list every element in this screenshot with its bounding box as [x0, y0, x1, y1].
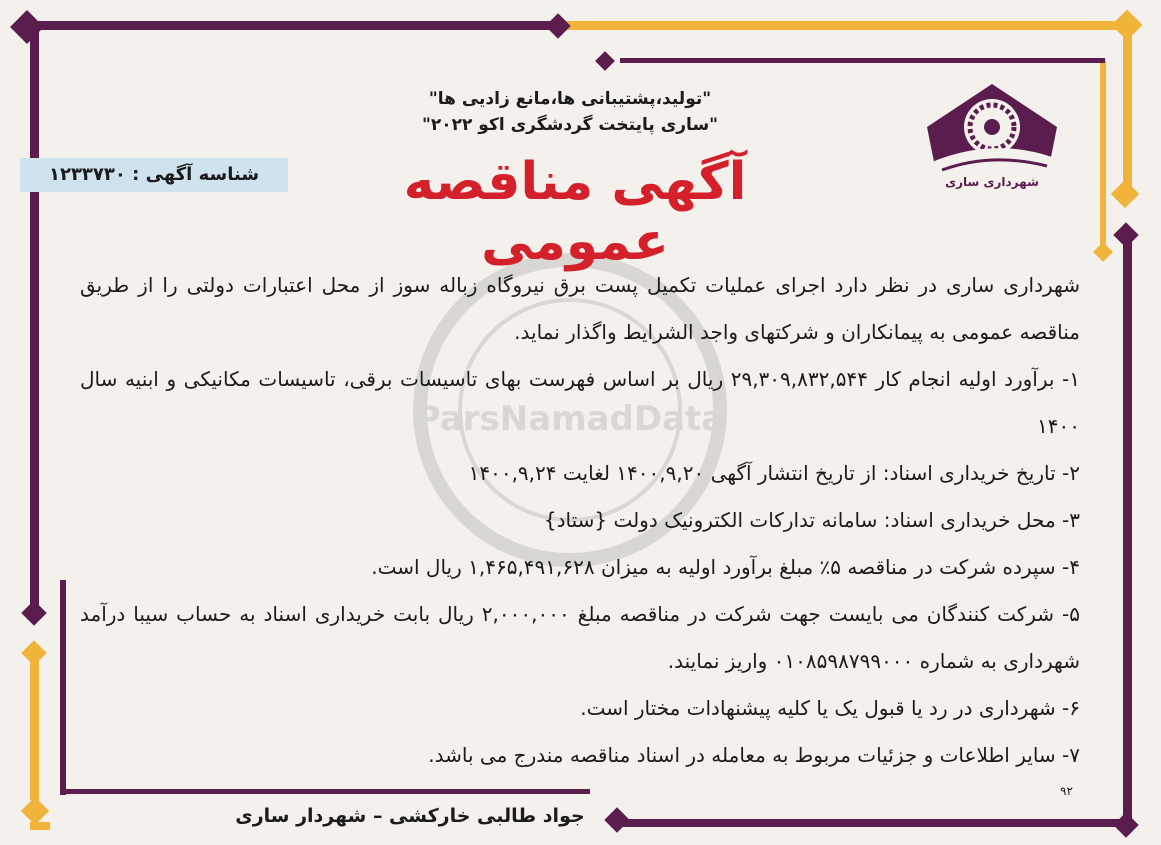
- tender-body: [80, 262, 1080, 779]
- slogan: [420, 86, 720, 138]
- clause-4: ۴- سپرده شرکت در مناقصه ۵٪ مبلغ برآورد اولیه به میزان ۱,۴۶۵,۴۹۱,۶۲۸ ریال است.: [371, 555, 1080, 579]
- intro-paragraph: شهرداری ساری در نظر دارد اجرای عملیات تکمیل پست برق نیروگاه زباله سوز از محل اعتبارات دولتی را از طریق مناقصه عمومی به پیمانکاران و شرکتهای واجد الشرایط واگذار نماید.: [80, 273, 1080, 344]
- slogan-line-1: "تولید،پشتیبانی ها،مانع زادیی ها": [428, 89, 712, 109]
- clause-5: ۵- شرکت کنندگان می بایست جهت شرکت در مناقصه مبلغ ۲,۰۰۰,۰۰۰ ریال بابت خریداری اسناد به حساب سیبا درآمد شهرداری به شماره ۰۱۰۸۵۹۸۷۹۹۰۰۰ واریز نمایند.: [80, 602, 1080, 673]
- clause-3: ۳- محل خریداری اسناد: سامانه تدارکات الکترونیک دولت {ستاد}: [543, 508, 1080, 532]
- clause-2: ۲- تاریخ خریداری اسناد: از تاریخ انتشار آگهی ۱۴۰۰,۹,۲۰ لغایت ۱۴۰۰,۹,۲۴: [468, 461, 1080, 485]
- page-number: ۹۲: [1060, 784, 1073, 798]
- page-title: آگهی مناقصه عمومی: [403, 152, 747, 272]
- logo-label: شهرداری ساری: [945, 175, 1039, 189]
- signature: جواد طالبی خارکشی – شهردار ساری: [235, 805, 585, 827]
- slogan-line-2: "ساری پایتخت گردشگری اکو ۲۰۲۲": [421, 115, 719, 135]
- notice-id-badge: شناسه آگهی : ۱۲۳۳۷۳۰: [20, 158, 288, 192]
- clause-6: ۶- شهرداری در رد یا قبول یک یا کلیه پیشنهادات مختار است.: [580, 696, 1080, 720]
- clause-1: ۱- برآورد اولیه انجام کار ۲۹,۳۰۹,۸۳۲,۵۴۴ ریال بر اساس فهرست بهای تاسیسات برقی، تاسیسات مکانیکی و ابنیه سال ۱۴۰۰: [80, 367, 1080, 438]
- municipality-logo: [922, 82, 1062, 192]
- watermark-text: ParsNamadData: [415, 399, 725, 439]
- clause-7: ۷- سایر اطلاعات و جزئیات مربوط به معامله در اسناد مناقصه مندرج می باشد.: [428, 743, 1080, 767]
